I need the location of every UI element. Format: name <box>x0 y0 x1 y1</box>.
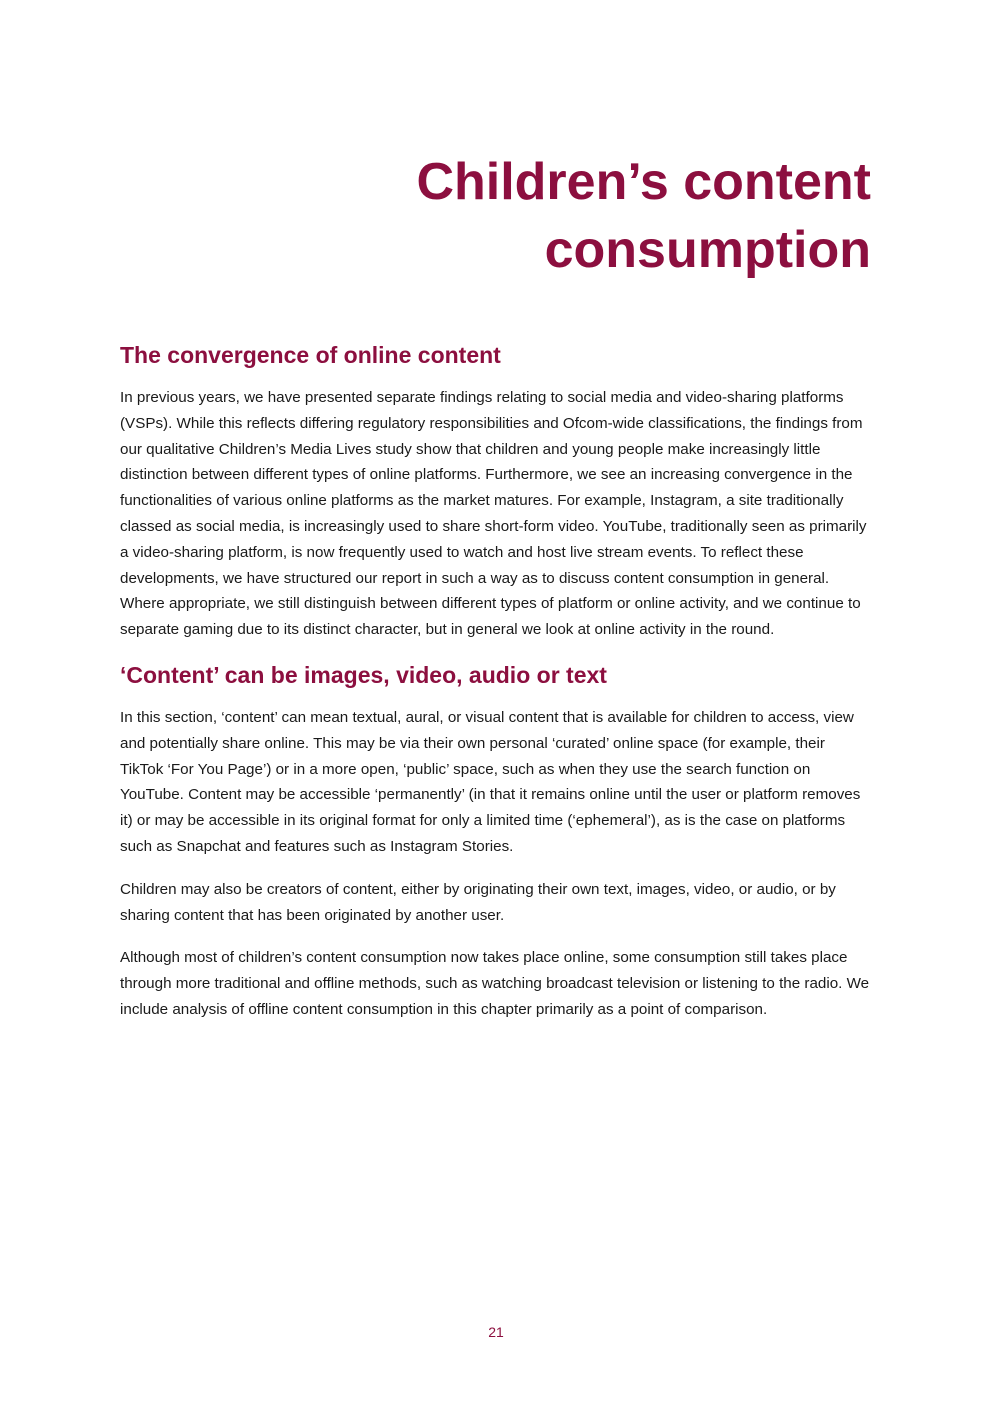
section-content-types <box>120 660 872 1023</box>
section-heading: ‘Content’ can be images, video, audio or text <box>120 661 607 688</box>
section-convergence <box>120 340 872 643</box>
body-paragraph: In this section, ‘content’ can mean textual, aural, or visual content that is available for children to access, view and potentially share online. This may be via their own personal ‘curated’ online space (for example, their TikTok ‘For You Page’) or in a more open, ‘public’ space, such as when they use the search function on YouTube. Content may be accessible ‘permanently’ (in that it remains online until the user or platform removes it) or may be accessible in its original format for only a limited time (‘ephemeral’), as is the case on platforms such as Snapchat and features such as Instagram Stories. <box>120 708 861 855</box>
page-content <box>120 340 872 1040</box>
chapter-title <box>171 148 871 284</box>
chapter-title-line-1: Children’s content <box>416 153 871 211</box>
section-heading: The convergence of online content <box>120 342 501 368</box>
body-paragraph: Although most of children’s content consumption now takes place online, some consumption still takes place through more traditional and offline methods, such as watching broadcast television or listening to the radio. We include analysis of offline content consumption in this chapter primarily as a point of comparison. <box>120 949 870 1018</box>
body-paragraph: Children may also be creators of content, either by originating their own text, images, video, or audio, or by sharing content that has been originated by another user. <box>120 880 836 924</box>
page-number: 21 <box>488 1324 504 1340</box>
body-paragraph: In previous years, we have presented separate findings relating to social media and video-sharing platforms (VSPs). While this reflects differing regulatory responsibilities and Ofcom-wide classifications, the findings from our qualitative Children’s Media Lives study show that children and young people make increasingly little distinction between different types of online platforms. Furthermore, we see an increasing convergence in the functionalities of various online platforms as the market matures. For example, Instagram, a site traditionally classed as social media, is increasingly used to share short-form video. YouTube, traditionally seen as primarily a video-sharing platform, is now frequently used to watch and host live stream events. To reflect these developments, we have structured our report in such a way as to discuss content consumption in general. Where appropriate, we still distinguish between different types of platform or online activity, and we continue to separate gaming due to its distinct character, but in general we look at online activity in the round. <box>120 389 867 639</box>
chapter-title-line-2: consumption <box>544 221 871 279</box>
